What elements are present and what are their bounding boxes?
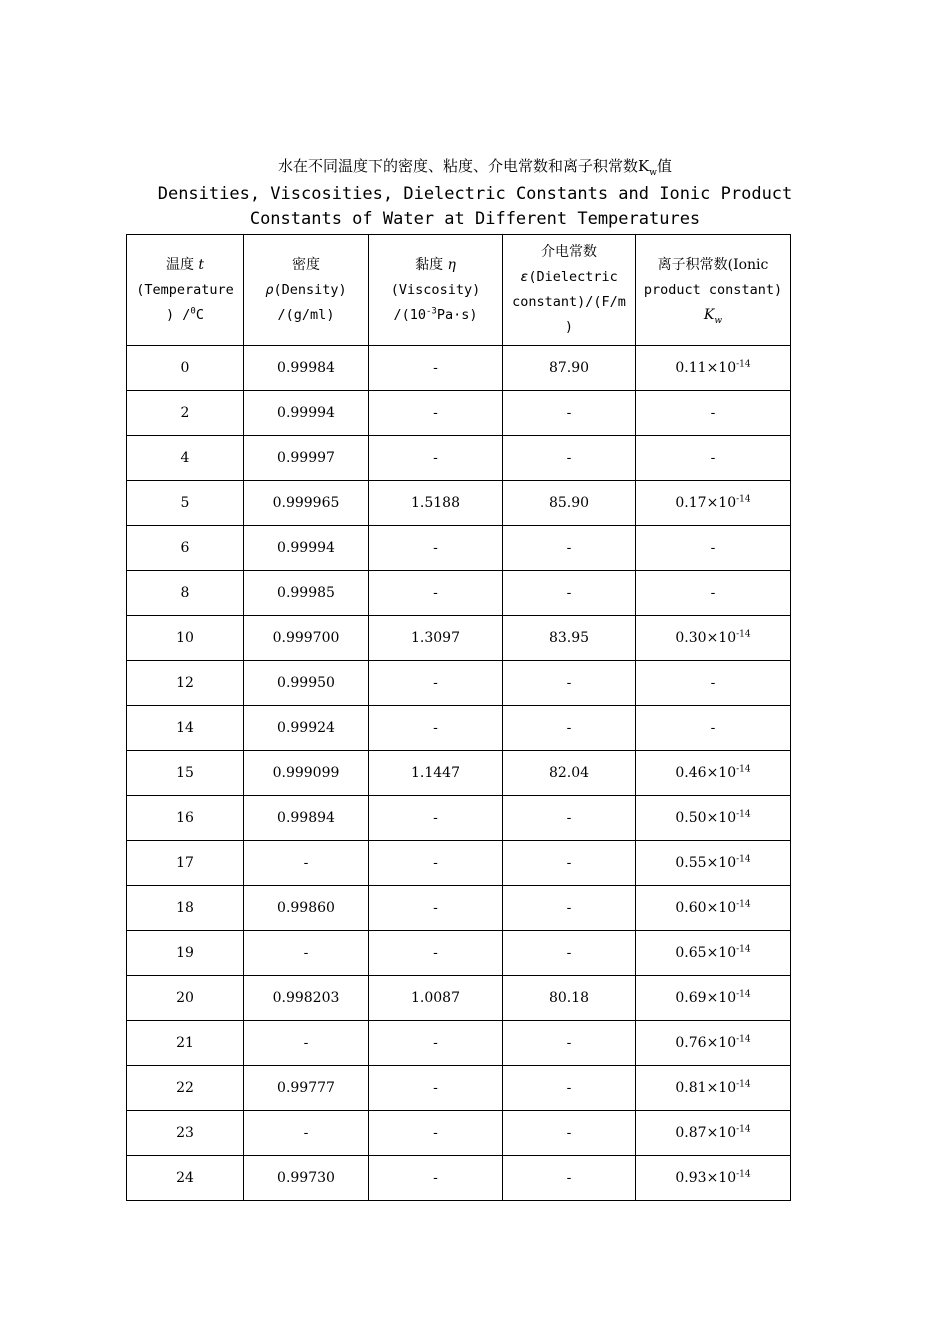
cell-dielectric: - xyxy=(503,841,636,886)
cell-dielectric: - xyxy=(503,436,636,481)
cell-kw-exponent: -14 xyxy=(736,764,751,775)
cell-dielectric: 82.04 xyxy=(503,751,636,796)
cell-kw-mantissa: - xyxy=(710,450,716,466)
header-temp-unit-tail: C xyxy=(195,306,204,323)
header-row xyxy=(127,235,791,346)
cell-kw-mantissa: 0.55×10 xyxy=(675,855,737,871)
cell-kw-exponent: -14 xyxy=(736,944,751,955)
cell-dielectric: 85.90 xyxy=(503,481,636,526)
table-row xyxy=(127,1021,791,1066)
cell-kw-mantissa: 0.17×10 xyxy=(675,495,737,511)
cell-t: 12 xyxy=(127,661,244,706)
cell-kw-exponent: -14 xyxy=(736,1169,751,1180)
header-temp-unit: ) / xyxy=(166,306,191,323)
cell-kw-exponent: -14 xyxy=(736,809,751,820)
cell-kw xyxy=(636,976,791,1021)
header-density-label: 密度 xyxy=(292,256,320,273)
cell-kw xyxy=(636,841,791,886)
header-density-english: (Density) xyxy=(273,281,347,298)
table-row xyxy=(127,886,791,931)
cell-density: 0.99997 xyxy=(244,436,369,481)
cell-density: 0.99777 xyxy=(244,1066,369,1111)
cell-viscosity: 1.1447 xyxy=(369,751,503,796)
cell-kw xyxy=(636,526,791,571)
cell-kw-mantissa: 0.81×10 xyxy=(675,1080,737,1096)
cell-kw xyxy=(636,481,791,526)
cell-density: 0.99894 xyxy=(244,796,369,841)
cell-kw xyxy=(636,1066,791,1111)
header-temp-label: 温度 xyxy=(165,256,199,273)
cell-viscosity: - xyxy=(369,886,503,931)
cell-dielectric: - xyxy=(503,1066,636,1111)
cell-kw-mantissa: 0.76×10 xyxy=(675,1035,737,1051)
cell-viscosity: - xyxy=(369,391,503,436)
cell-kw-mantissa: 0.93×10 xyxy=(675,1170,737,1186)
cell-kw xyxy=(636,931,791,976)
cell-kw-exponent: -14 xyxy=(736,989,751,1000)
header-ionic-symbol: K xyxy=(703,306,715,323)
header-temp-symbol: t xyxy=(198,256,205,273)
cell-kw-mantissa: - xyxy=(710,405,716,421)
cell-viscosity: - xyxy=(369,661,503,706)
cell-viscosity: 1.5188 xyxy=(369,481,503,526)
header-ionic-symbol-sub: w xyxy=(714,315,723,326)
cell-t: 18 xyxy=(127,886,244,931)
cell-t: 17 xyxy=(127,841,244,886)
table-title-english: Densities, Viscosities, Dielectric Constants and Ionic Product Constants of Water at Different Temperatures xyxy=(157,184,793,229)
cell-kw xyxy=(636,436,791,481)
water-properties-table xyxy=(126,234,791,1201)
cell-viscosity: - xyxy=(369,706,503,751)
header-density-unit: /(g/ml) xyxy=(277,306,335,323)
cell-kw-mantissa: 0.11×10 xyxy=(675,360,737,376)
cell-viscosity: - xyxy=(369,436,503,481)
cell-dielectric: - xyxy=(503,706,636,751)
cell-kw-mantissa: - xyxy=(710,540,716,556)
cell-kw-mantissa: - xyxy=(710,585,716,601)
cell-t: 24 xyxy=(127,1156,244,1201)
cell-t: 0 xyxy=(127,346,244,391)
cell-density: 0.998203 xyxy=(244,976,369,1021)
cell-dielectric: - xyxy=(503,391,636,436)
cell-t: 4 xyxy=(127,436,244,481)
header-viscosity xyxy=(369,235,503,346)
cell-kw xyxy=(636,1021,791,1066)
cell-kw xyxy=(636,1156,791,1201)
cell-kw xyxy=(636,886,791,931)
title-cn-subscript: w xyxy=(649,168,657,178)
cell-viscosity: 1.0087 xyxy=(369,976,503,1021)
cell-t: 2 xyxy=(127,391,244,436)
table-row xyxy=(127,391,791,436)
cell-t: 5 xyxy=(127,481,244,526)
cell-kw-mantissa: 0.46×10 xyxy=(675,765,737,781)
cell-kw-exponent: -14 xyxy=(736,494,751,505)
cell-viscosity: - xyxy=(369,1066,503,1111)
cell-density: 0.999099 xyxy=(244,751,369,796)
cell-viscosity: - xyxy=(369,931,503,976)
cell-dielectric: - xyxy=(503,1021,636,1066)
cell-t: 6 xyxy=(127,526,244,571)
cell-density: 0.99985 xyxy=(244,571,369,616)
header-ionic-english: product constant) xyxy=(643,281,783,298)
cell-kw-mantissa: 0.65×10 xyxy=(675,945,737,961)
cell-kw-mantissa: 0.50×10 xyxy=(675,810,737,826)
cell-t: 10 xyxy=(127,616,244,661)
cell-t: 21 xyxy=(127,1021,244,1066)
table-title-chinese xyxy=(0,156,950,176)
cell-kw-mantissa: - xyxy=(710,675,716,691)
cell-viscosity: - xyxy=(369,1021,503,1066)
cell-viscosity: - xyxy=(369,1111,503,1156)
table-row xyxy=(127,616,791,661)
cell-density: - xyxy=(244,1021,369,1066)
cell-kw xyxy=(636,751,791,796)
cell-dielectric: - xyxy=(503,571,636,616)
table-row xyxy=(127,796,791,841)
cell-t: 14 xyxy=(127,706,244,751)
header-viscosity-unit: /(10 xyxy=(393,306,427,323)
cell-kw xyxy=(636,706,791,751)
header-viscosity-english: (Viscosity) xyxy=(390,281,481,298)
header-temp-english: (Temperature xyxy=(136,281,234,298)
cell-kw-exponent: -14 xyxy=(736,854,751,865)
cell-t: 16 xyxy=(127,796,244,841)
cell-kw-mantissa: 0.60×10 xyxy=(675,900,737,916)
cell-density: - xyxy=(244,841,369,886)
header-temperature xyxy=(127,235,244,346)
cell-density: 0.999965 xyxy=(244,481,369,526)
cell-t: 20 xyxy=(127,976,244,1021)
cell-dielectric: - xyxy=(503,661,636,706)
cell-t: 22 xyxy=(127,1066,244,1111)
cell-kw xyxy=(636,571,791,616)
cell-viscosity: - xyxy=(369,346,503,391)
table-row xyxy=(127,976,791,1021)
cell-density: 0.99984 xyxy=(244,346,369,391)
cell-dielectric: - xyxy=(503,1156,636,1201)
cell-viscosity: - xyxy=(369,841,503,886)
table-row xyxy=(127,751,791,796)
table-row xyxy=(127,931,791,976)
cell-density: - xyxy=(244,1111,369,1156)
cell-density: 0.99860 xyxy=(244,886,369,931)
header-dielectric-label: 介电常数 xyxy=(541,244,597,260)
cell-dielectric: - xyxy=(503,796,636,841)
table-row xyxy=(127,436,791,481)
table-row xyxy=(127,526,791,571)
cell-density: 0.99994 xyxy=(244,526,369,571)
cell-kw-mantissa: 0.69×10 xyxy=(675,990,737,1006)
cell-t: 19 xyxy=(127,931,244,976)
cell-kw xyxy=(636,616,791,661)
cell-density: 0.999700 xyxy=(244,616,369,661)
header-dielectric-unit: constant)/(F/m xyxy=(512,294,626,310)
cell-kw-exponent: -14 xyxy=(736,629,751,640)
cell-dielectric: - xyxy=(503,886,636,931)
title-cn-text: 水在不同温度下的密度、粘度、介电常数和离子积常数K xyxy=(278,157,650,175)
cell-kw-exponent: -14 xyxy=(736,1124,751,1135)
cell-kw xyxy=(636,661,791,706)
cell-dielectric: 80.18 xyxy=(503,976,636,1021)
table-row xyxy=(127,706,791,751)
header-temp-unit-sup: 0 xyxy=(190,306,196,316)
cell-viscosity: - xyxy=(369,1156,503,1201)
table-row xyxy=(127,1111,791,1156)
header-viscosity-label: 黏度 xyxy=(415,256,448,273)
cell-kw xyxy=(636,1111,791,1156)
cell-kw-exponent: -14 xyxy=(736,1079,751,1090)
header-viscosity-unit-sup: -3 xyxy=(426,306,437,316)
cell-dielectric: - xyxy=(503,526,636,571)
title-cn-tail: 值 xyxy=(656,157,672,175)
table-row xyxy=(127,481,791,526)
header-ionic-product xyxy=(636,235,791,346)
table-row xyxy=(127,1066,791,1111)
cell-kw-exponent: -14 xyxy=(736,1034,751,1045)
header-density-symbol: ρ xyxy=(265,281,274,298)
cell-t: 8 xyxy=(127,571,244,616)
cell-kw xyxy=(636,346,791,391)
cell-dielectric: - xyxy=(503,931,636,976)
cell-dielectric: - xyxy=(503,1111,636,1156)
cell-density: - xyxy=(244,931,369,976)
table-row xyxy=(127,571,791,616)
header-viscosity-unit-tail: Pa·s) xyxy=(436,306,478,323)
cell-dielectric: 87.90 xyxy=(503,346,636,391)
cell-density: 0.99950 xyxy=(244,661,369,706)
table-row xyxy=(127,841,791,886)
cell-kw-mantissa: 0.87×10 xyxy=(675,1125,737,1141)
header-viscosity-symbol: η xyxy=(447,256,456,273)
table-row xyxy=(127,661,791,706)
cell-kw-exponent: -14 xyxy=(736,359,751,370)
cell-viscosity: - xyxy=(369,571,503,616)
cell-kw xyxy=(636,796,791,841)
cell-density: 0.99730 xyxy=(244,1156,369,1201)
cell-density: 0.99994 xyxy=(244,391,369,436)
cell-t: 15 xyxy=(127,751,244,796)
table-row xyxy=(127,1156,791,1201)
cell-kw-exponent: -14 xyxy=(736,899,751,910)
cell-t: 23 xyxy=(127,1111,244,1156)
header-dielectric-symbol: ε xyxy=(520,269,529,285)
cell-kw xyxy=(636,391,791,436)
header-density xyxy=(244,235,369,346)
cell-viscosity: - xyxy=(369,796,503,841)
table-row xyxy=(127,346,791,391)
cell-density: 0.99924 xyxy=(244,706,369,751)
cell-kw-mantissa: - xyxy=(710,720,716,736)
header-dielectric-english: (Dielectric xyxy=(528,269,618,285)
header-ionic-label: 离子积常数(Ionic xyxy=(657,256,769,273)
cell-viscosity: - xyxy=(369,526,503,571)
cell-dielectric: 83.95 xyxy=(503,616,636,661)
cell-kw-mantissa: 0.30×10 xyxy=(675,630,737,646)
cell-viscosity: 1.3097 xyxy=(369,616,503,661)
header-dielectric xyxy=(503,235,636,346)
header-dielectric-unit-close: ) xyxy=(564,319,574,335)
